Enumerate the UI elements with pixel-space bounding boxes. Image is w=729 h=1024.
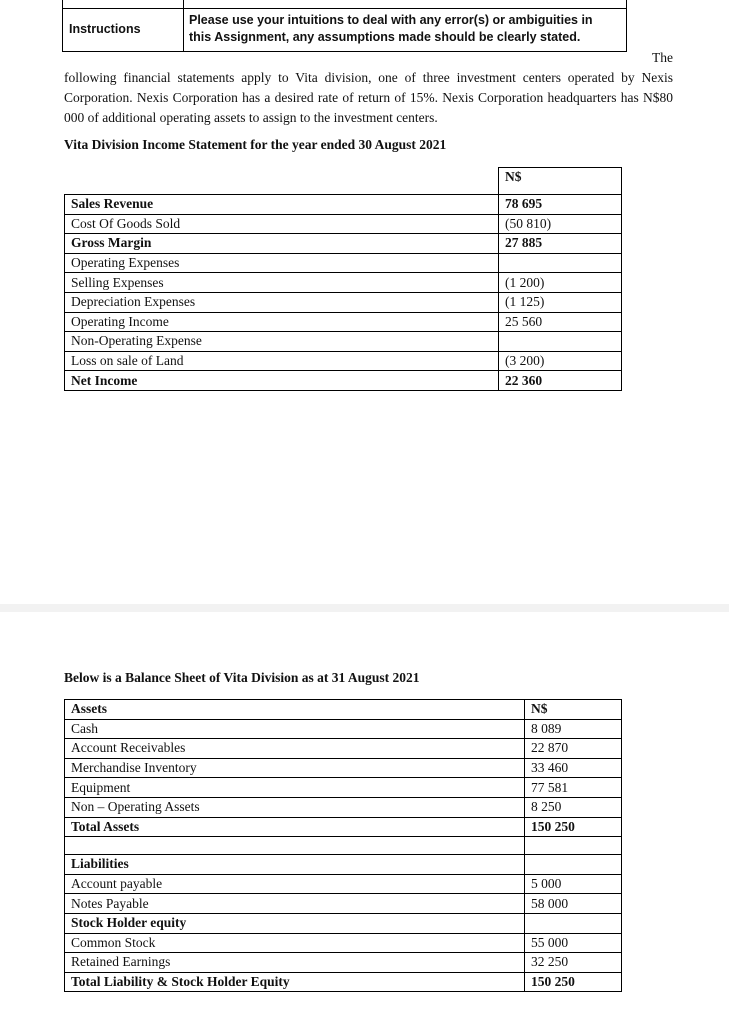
table-row: Depreciation Expenses (1 125)	[65, 292, 622, 312]
table-row	[65, 837, 622, 855]
table-row: Gross Margin 27 885	[65, 234, 622, 254]
table-header-row	[65, 168, 622, 195]
table-row: Stock Holder equity	[65, 913, 622, 933]
table-row: Operating Expenses	[65, 253, 622, 273]
table-row: Liabilities	[65, 855, 622, 875]
table-row: Merchandise Inventory 33 460	[65, 758, 622, 778]
document-page-2	[0, 612, 729, 1024]
table-row: Cost Of Goods Sold (50 810)	[65, 214, 622, 234]
table-row: Total Liability & Stock Holder Equity 150 250	[65, 972, 622, 992]
instructions-box	[62, 0, 627, 52]
table-row: Non – Operating Assets 8 250	[65, 797, 622, 817]
table-row: Total Assets 150 250	[65, 817, 622, 837]
table-row: Net Income 22 360	[65, 371, 622, 391]
table-row: Loss on sale of Land (3 200)	[65, 351, 622, 371]
intro-paragraph: The following financial statements apply to Vita division, one of three investment centers operated by Nexis Corporation. Nexis Corporation has a desired rate of return of 15%. Nexis Corporation headquarters has N$80 000 of additional operating assets to assign to the investment centers.	[64, 50, 673, 125]
table-row: Notes Payable 58 000	[65, 894, 622, 914]
table-row: Sales Revenue 78 695	[65, 195, 622, 215]
page-separator	[0, 604, 729, 612]
table-row: Non-Operating Expense	[65, 332, 622, 352]
instructions-label: Instructions	[69, 22, 141, 36]
table-row: Account payable 5 000	[65, 874, 622, 894]
income-statement-title: Vita Division Income Statement for the year ended 30 August 2021	[64, 137, 447, 152]
currency-header: N$	[499, 168, 622, 195]
balance-sheet-table	[64, 699, 622, 992]
table-row: Assets N$	[65, 700, 622, 720]
instructions-text: Please use your intuitions to deal with any error(s) or ambiguities in this Assignment, any assumptions made should be clearly stated.	[189, 13, 593, 44]
income-statement-table	[64, 167, 622, 391]
balance-sheet-title: Below is a Balance Sheet of Vita Division as at 31 August 2021	[64, 670, 420, 685]
table-row: Retained Earnings 32 250	[65, 953, 622, 973]
table-row: Common Stock 55 000	[65, 933, 622, 953]
table-row: Account Receivables 22 870	[65, 739, 622, 759]
table-row: Cash 8 089	[65, 719, 622, 739]
table-row: Operating Income 25 560	[65, 312, 622, 332]
table-row: Selling Expenses (1 200)	[65, 273, 622, 293]
table-row: Equipment 77 581	[65, 778, 622, 798]
